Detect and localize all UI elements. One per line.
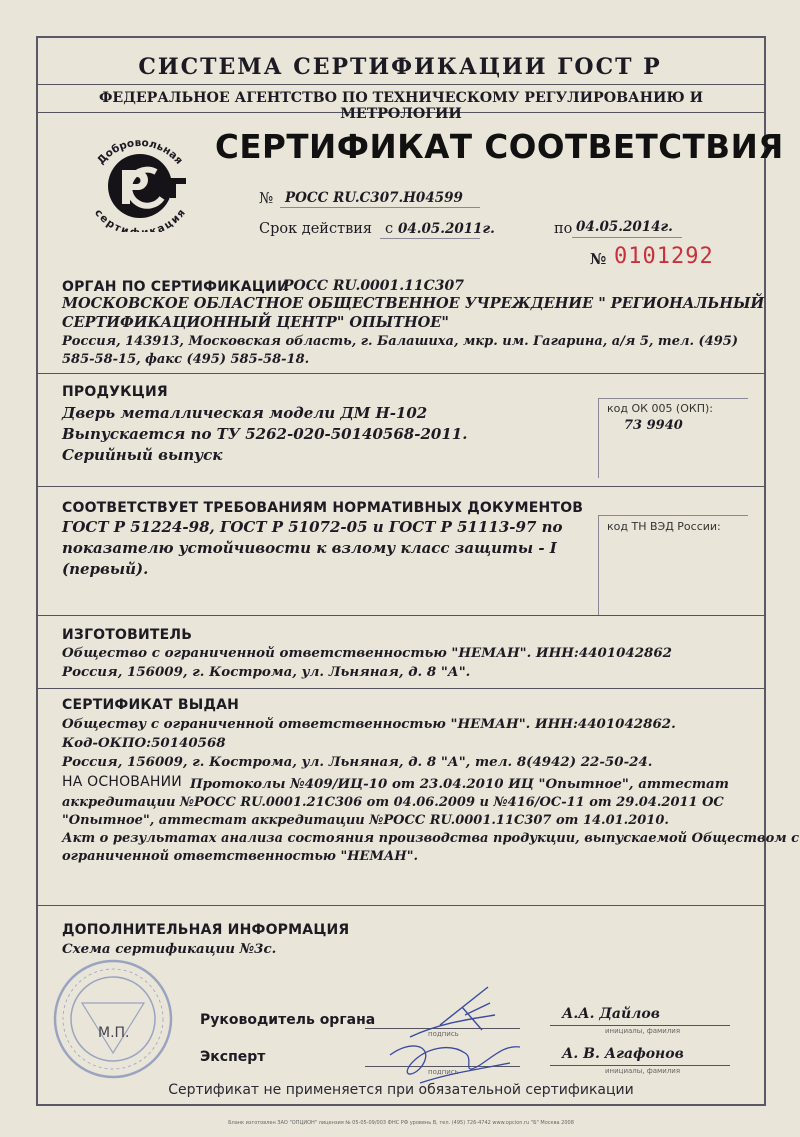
organ-address-line1: Россия, 143913, Московская область, г. Балашиха, мкр. им. Гагарина, а/я 5, тел. (495) [62, 334, 738, 349]
expert-label: Эксперт [200, 1049, 266, 1065]
validity-to-date: 04.05.2014г. [576, 219, 673, 235]
head-sign-caption: подпись [428, 1030, 459, 1038]
product-line1: Дверь металлическая модели ДМ Н-102 [62, 404, 428, 422]
expert-initials-caption: инициалы, фамилия [605, 1067, 681, 1075]
expert-name-line [550, 1065, 730, 1066]
product-label: ПРОДУКЦИЯ [62, 384, 168, 400]
tnved-box-divider [598, 515, 599, 615]
head-name: А.А. Дайлов [562, 1006, 660, 1022]
organ-rule [36, 373, 766, 374]
additional-label: ДОПОЛНИТЕЛЬНАЯ ИНФОРМАЦИЯ [62, 922, 350, 938]
number-underline [280, 207, 480, 208]
basis-line2: аккредитации №РОСС RU.0001.21С306 от 04.06.2009 и №416/ОС-11 от 29.04.2011 ОС [62, 795, 724, 810]
conformity-line3: (первый). [62, 560, 149, 578]
logo-bottom-text: серти кация [92, 207, 188, 232]
head-of-organ-label: Руководитель органа [200, 1012, 376, 1028]
conformity-rule [36, 615, 766, 616]
basis-label: НА ОСНОВАНИИ [62, 774, 182, 790]
issued-label: СЕРТИФИКАТ ВЫДАН [62, 697, 240, 713]
head-name-line [550, 1025, 730, 1026]
basis-rule [36, 905, 766, 906]
validity-label: Срок действия [259, 221, 373, 237]
from-underline [380, 238, 480, 239]
to-underline [572, 237, 682, 238]
organ-code: РОСС RU.0001.11С307 [283, 278, 465, 294]
manufacturer-line2: Россия, 156009, г. Кострома, ул. Льняная, д. 8 "А". [62, 664, 471, 680]
conformity-label: СООТВЕТСТВУЕТ ТРЕБОВАНИЯМ НОРМАТИВНЫХ ДОКУМЕНТОВ [62, 500, 584, 516]
conformity-line2: показателю устойчивости к взлому класс защиты - I [62, 539, 557, 557]
basis-line1: Протоколы №409/ИЦ-10 от 23.04.2010 ИЦ "Опытное", аттестат [190, 776, 729, 792]
product-rule [36, 486, 766, 487]
head-initials-caption: инициалы, фамилия [605, 1027, 681, 1035]
header-rule-top [36, 84, 766, 85]
agency-name: ФЕДЕРАЛЬНОЕ АГЕНТСТВО ПО ТЕХНИЧЕСКОМУ РЕГУЛИРОВАНИЮ И МЕТРОЛОГИИ [98, 90, 704, 122]
basis-line5: ограниченной ответственностью "НЕМАН". [62, 849, 419, 864]
tnved-label: код ТН ВЭД России: [607, 520, 721, 533]
organ-address-line2: 585-58-15, факс (495) 585-58-18. [62, 352, 310, 367]
okp-box-divider [598, 398, 599, 478]
manufacturer-label: ИЗГОТОВИТЕЛЬ [62, 627, 193, 643]
basis-line4: Акт о результатах анализа состояния производства продукции, выпускаемой Обществом с [62, 831, 800, 846]
certification-scheme: Схема сертификации №3с. [62, 941, 277, 957]
organ-stamp [52, 958, 174, 1080]
signature-scribbles [370, 985, 530, 1095]
basis-line3: "Опытное", аттестат аккредитации №РОСС RU.0001.11С307 от 14.01.2010. [62, 813, 669, 828]
certificate-title: СЕРТИФИКАТ СООТВЕТСТВИЯ [215, 128, 784, 166]
footer-note: Сертификат не применяется при обязательной сертификации [168, 1082, 634, 1098]
organ-name-line1: МОСКОВСКОЕ ОБЛАСТНОЕ ОБЩЕСТВЕННОЕ УЧРЕЖДЕНИЕ " РЕГИОНАЛЬНЫЙ [62, 295, 765, 312]
expert-name: А. В. Агафонов [562, 1046, 684, 1062]
print-line: Бланк изготовлен ЗАО "ОПЦИОН" лицензия № 05-05-09/003 ФНС РФ уровень В, тел. (495) 726-4742 www.opcion.ru "Б" Москва 2008 [228, 1120, 574, 1126]
number-label: № [259, 189, 274, 207]
product-line2: Выпускается по ТУ 5262-020-50140568-2011. [62, 425, 468, 443]
conformity-line1: ГОСТ Р 51224-98, ГОСТ Р 51072-05 и ГОСТ Р 51113-97 по [62, 518, 563, 536]
validity-to-prefix: по [554, 221, 573, 237]
issued-line1: Обществу с ограниченной ответственностью "НЕМАН". ИНН:4401042862. [62, 716, 676, 732]
manufacturer-line1: Общество с ограниченной ответственностью "НЕМАН". ИНН:4401042862 [62, 645, 672, 661]
certificate-number: РОСС RU.С307.Н04599 [285, 190, 463, 206]
validity-from-prefix: с [385, 221, 394, 237]
okp-label: код ОК 005 (ОКП): [607, 402, 713, 415]
issued-line2: Код-ОКПО:50140568 [62, 735, 226, 751]
seal-place-label: М.П. [98, 1025, 130, 1041]
organ-name-line2: СЕРТИФИКАЦИОННЫЙ ЦЕНТР" ОПЫТНОЕ" [62, 314, 449, 331]
product-line3: Серийный выпуск [62, 446, 223, 464]
gost-logo [78, 128, 202, 232]
organ-label: ОРГАН ПО СЕРТИФИКАЦИИ [62, 279, 289, 295]
logo-top-text: Добровольная [95, 136, 185, 167]
blank-number-label: № [590, 250, 607, 268]
okp-value: 73 9940 [624, 418, 683, 433]
manufacturer-rule [36, 688, 766, 689]
validity-from-date: 04.05.2011г. [398, 221, 495, 237]
okp-box-top [598, 398, 748, 399]
certification-system-title: СИСТЕМА СЕРТИФИКАЦИИ ГОСТ Р [138, 54, 662, 80]
tnved-box-top [598, 515, 748, 516]
blank-number: 0101292 [614, 244, 714, 269]
expert-sign-caption: подпись [428, 1068, 459, 1076]
issued-line3: Россия, 156009, г. Кострома, ул. Льняная, д. 8 "А", тел. 8(4942) 22-50-24. [62, 754, 653, 770]
